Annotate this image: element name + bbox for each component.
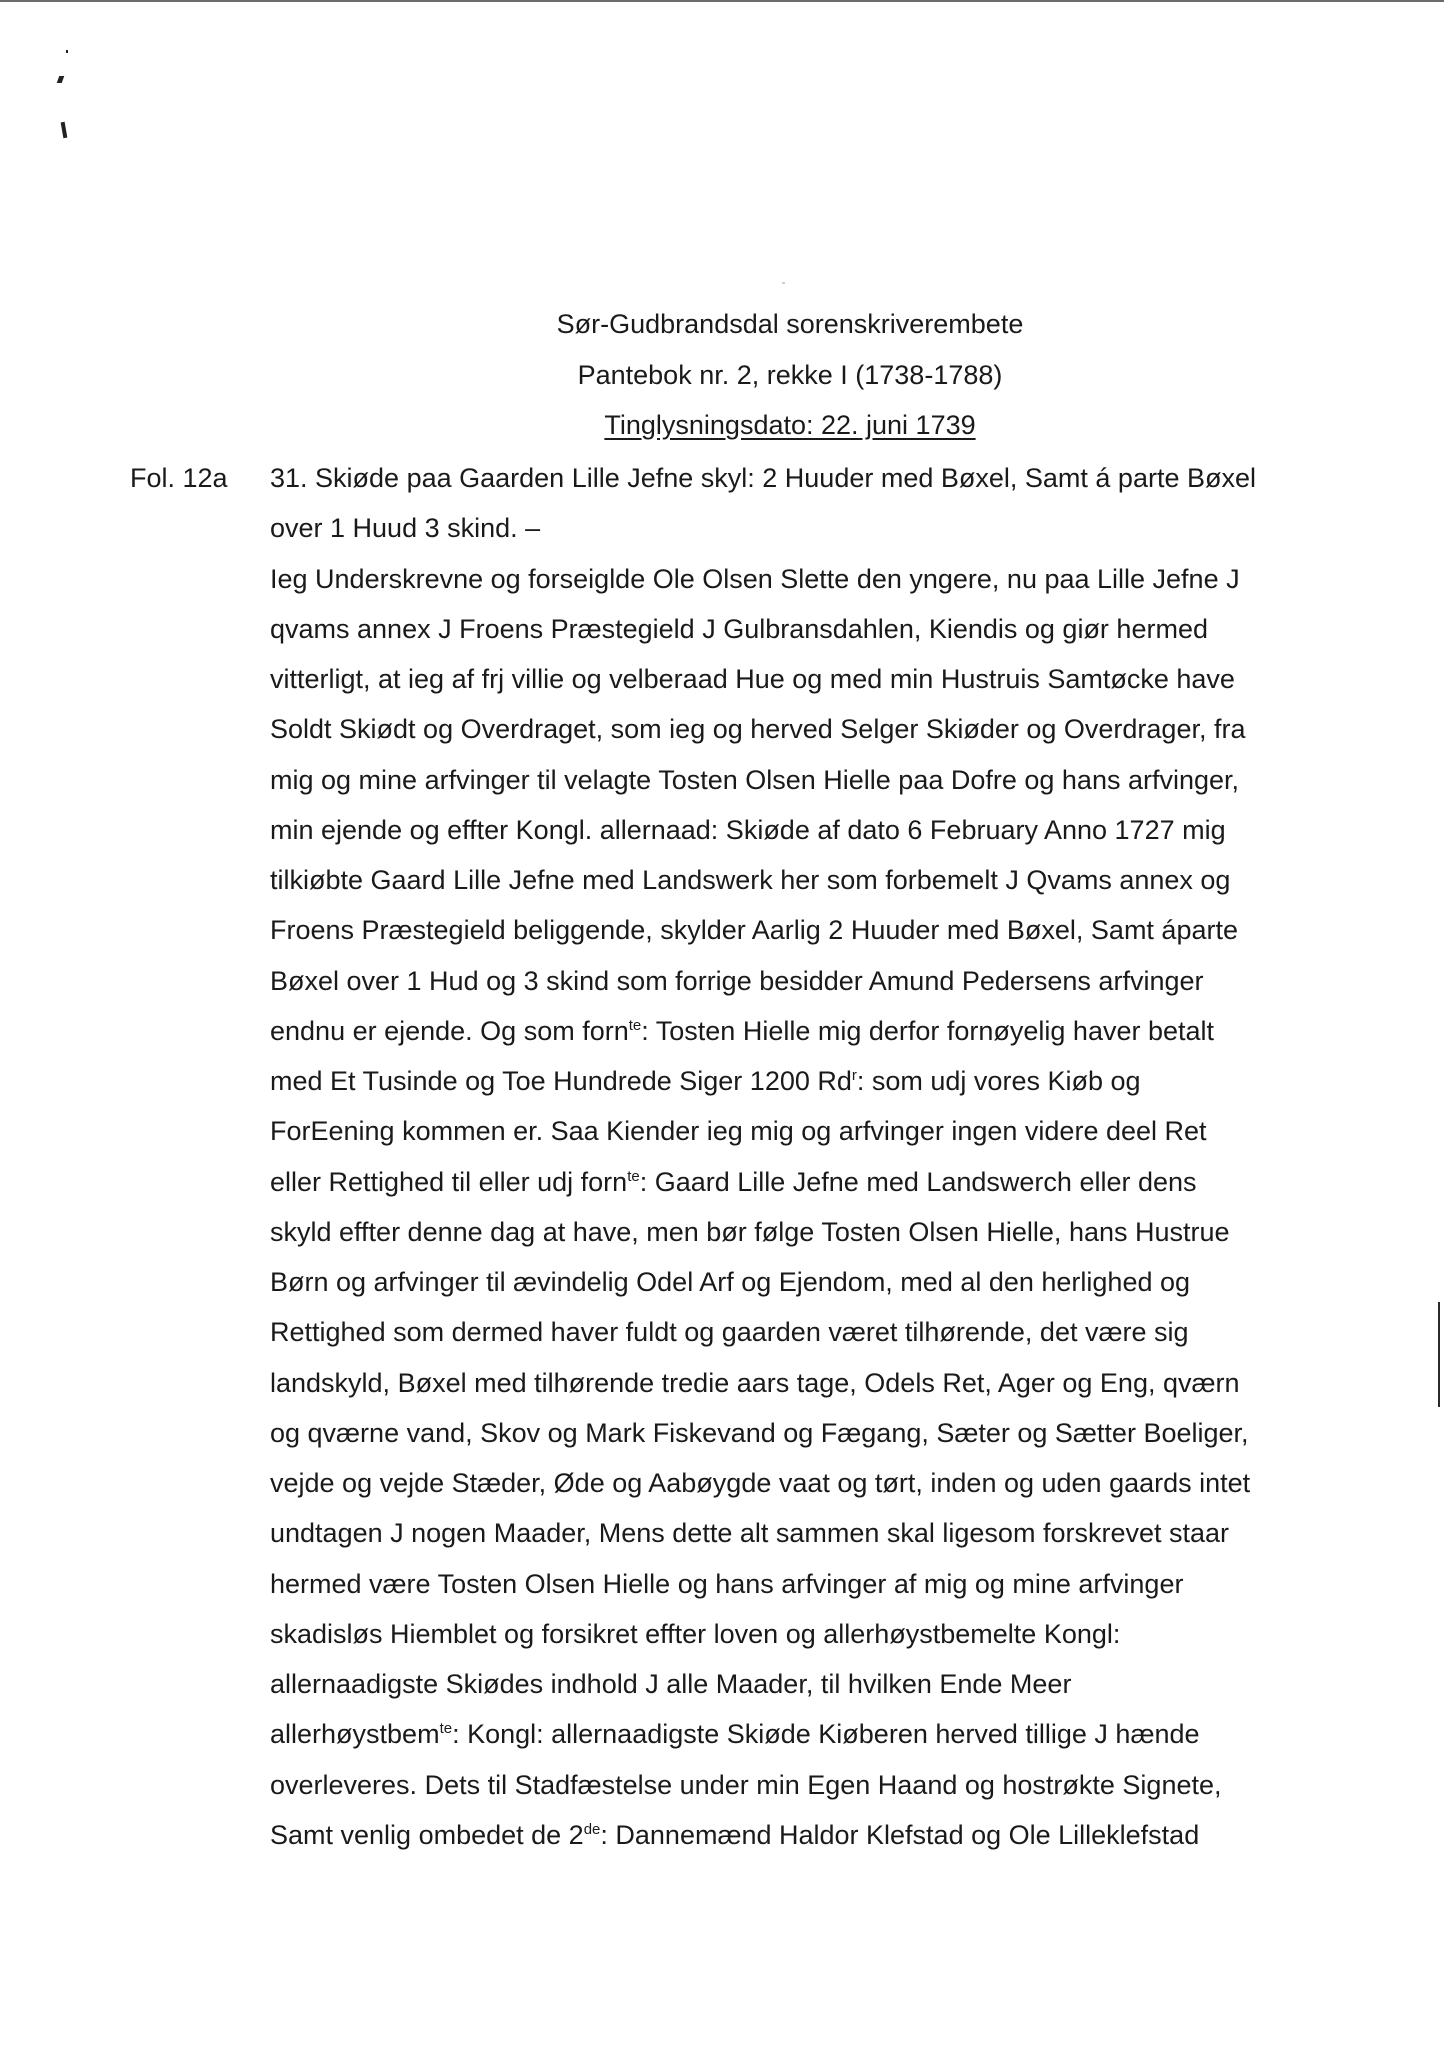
text-line: allerhøystbem$^{te}$: Kongl: allernaadigste Skiøde Kiøberen herved tillige J hænde	[270, 1719, 1200, 1749]
text-line: med Et Tusinde og Toe Hundrede Siger 1200 Rd$^r$: som udj vores Kiøb og	[270, 1066, 1141, 1096]
scan-speck	[57, 76, 65, 83]
scan-speck	[66, 50, 68, 53]
text-line: min ejende og effter Kongl. allernaad: Skiøde af dato 6 February Anno 1727 mig	[270, 815, 1226, 845]
text-line: vitterligt, at ieg af frj villie og velberaad Hue og med min Hustruis Samtøcke have	[270, 664, 1235, 694]
text-line: Rettighed som dermed haver fuldt og gaarden været tilhørende, det være sig	[270, 1317, 1189, 1347]
header-book: Pantebok nr. 2, rekke I (1738-1788)	[577, 360, 1003, 390]
text-line: skadisløs Hiemblet og forsikret effter loven og allerhøystbemelte Kongl:	[270, 1619, 1121, 1649]
header-date: Tinglysningsdato: 22. juni 1739	[604, 410, 976, 440]
text-line: qvams annex J Froens Præstegield J Gulbransdahlen, Kiendis og giør hermed	[270, 614, 1208, 644]
text-line: Froens Præstegield beliggende, skylder Aarlig 2 Huuder med Bøxel, Samt áparte	[270, 915, 1238, 945]
text-line: ForEening kommen er. Saa Kiender ieg mig og arfvinger ingen videre deel Ret	[270, 1116, 1207, 1146]
text-line: mig og mine arfvinger til velagte Tosten Olsen Hielle paa Dofre og hans arfvinger,	[270, 765, 1240, 795]
text-line: allernaadigste Skiødes indhold J alle Maader, til hvilken Ende Meer	[270, 1669, 1072, 1699]
scan-edge-line	[1438, 1302, 1440, 1407]
text-line: vejde og vejde Stæder, Øde og Aabøygde vaat og tørt, inden og uden gaards intet	[270, 1468, 1251, 1498]
text-line: Bøxel over 1 Hud og 3 skind som forrige besidder Amund Pedersens arfvinger	[270, 966, 1204, 996]
scan-speck	[782, 282, 785, 284]
text-line: og qværne vand, Skov og Mark Fiskevand og Fægang, Sæter og Sætter Boeliger,	[270, 1418, 1249, 1448]
text-line: eller Rettighed til eller udj forn$^{te}$: Gaard Lille Jefne med Landswerch eller dens	[270, 1167, 1197, 1197]
scan-speck	[61, 122, 68, 138]
text-line: over 1 Huud 3 skind. –	[270, 513, 541, 543]
text-line: endnu er ejende. Og som forn$^{te}$: Tosten Hielle mig derfor fornøyelig haver betalt	[270, 1016, 1215, 1046]
text-line: overleveres. Dets til Stadfæstelse under min Egen Haand og hostrøkte Signete,	[270, 1770, 1222, 1800]
text-line: Soldt Skiødt og Overdraget, som ieg og herved Selger Skiøder og Overdrager, fra	[270, 714, 1246, 744]
text-line: skyld effter denne dag at have, men bør følge Tosten Olsen Hielle, hans Hustrue	[270, 1217, 1230, 1247]
text-line: 31. Skiøde paa Gaarden Lille Jefne skyl: 2 Huuder med Bøxel, Samt á parte Bøxel	[270, 463, 1256, 493]
header-office: Sør-Gudbrandsdal sorenskriverembete	[556, 309, 1024, 339]
text-line: Børn og arfvinger til ævindelig Odel Arf og Ejendom, med al den herlighed og	[270, 1267, 1191, 1297]
text-line: Samt venlig ombedet de 2de: Dannemænd Haldor Klefstad og Ole Lilleklefstad	[270, 1820, 1200, 1850]
text-line: tilkiøbte Gaard Lille Jefne med Landswerk her som forbemelt J Qvams annex og	[270, 865, 1231, 895]
folio-label: Fol. 12a	[130, 463, 228, 493]
text-line: hermed være Tosten Olsen Hielle og hans arfvinger af mig og mine arfvinger	[270, 1569, 1184, 1599]
text-line: Ieg Underskrevne og forseiglde Ole Olsen Slette den yngere, nu paa Lille Jefne J	[270, 564, 1240, 594]
text-line: landskyld, Bøxel med tilhørende tredie aars tage, Odels Ret, Ager og Eng, qværn	[270, 1368, 1240, 1398]
text-line: undtagen J nogen Maader, Mens dette alt sammen skal ligesom forskrevet staar	[270, 1518, 1230, 1548]
